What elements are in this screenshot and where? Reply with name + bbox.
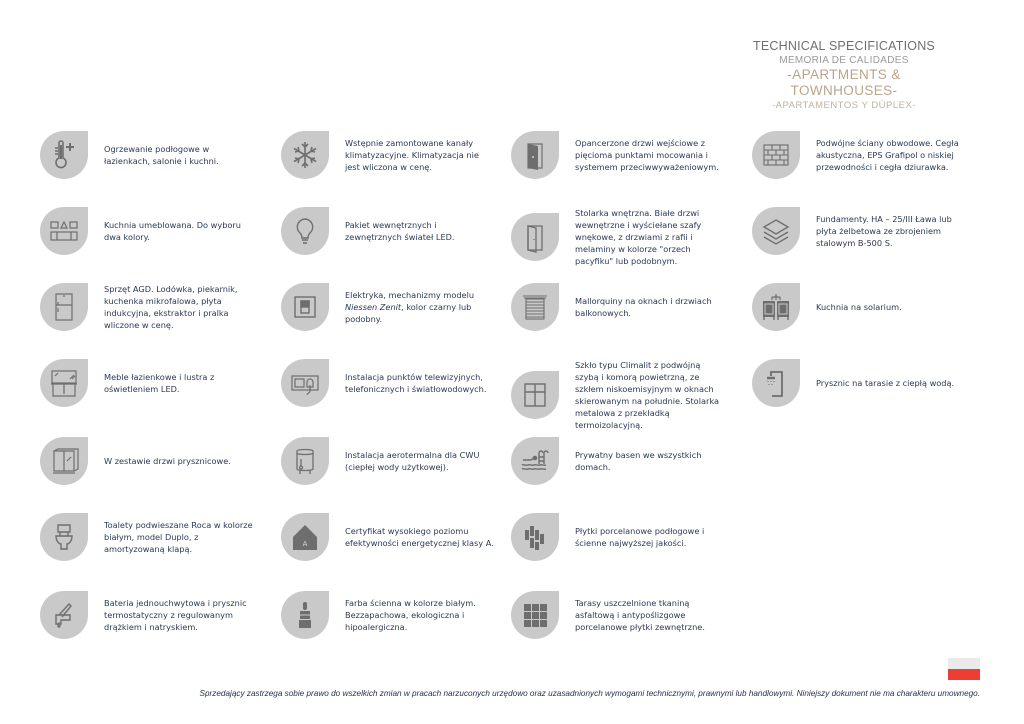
spec-item <box>511 359 725 431</box>
spec-item <box>752 283 966 331</box>
thermometer-plus-icon <box>40 131 88 179</box>
spec-text: Mallorquiny na oknach i drzwiach balkonowych. <box>575 296 712 318</box>
energy-house-icon <box>281 513 329 561</box>
outdoor-kitchen-icon <box>752 283 800 331</box>
fridge-icon <box>40 283 88 331</box>
spec-text: Toalety podwieszane Roca w kolorze białym, model Duplo, z amortyzowaną klapą. <box>104 520 253 554</box>
spec-item <box>511 207 725 267</box>
spec-item <box>281 283 495 331</box>
spec-item <box>511 513 725 561</box>
spec-item <box>752 207 966 255</box>
layers-icon <box>752 207 800 255</box>
spec-text: Instalacja aerotermalna dla CWU (ciepłej wody użytkowej). <box>345 450 480 472</box>
interior-door-icon <box>511 213 559 261</box>
light-bulb-icon <box>281 207 329 255</box>
product-model: Niessen Zenit <box>345 302 402 312</box>
wall-tiles-icon <box>511 513 559 561</box>
disclaimer: Sprzedający zastrzega sobie prawo do wszelkich zmian w pracach narzuconych urzędowo oraz uzasadnionych wymogami technicznymi, prawnymi lub handlowymi. Niniejszy dokument nie ma charakteru umownego. <box>199 689 980 698</box>
header-title: TECHNICAL SPECIFICATIONS <box>753 39 935 53</box>
spec-item <box>40 283 254 331</box>
spec-item <box>511 591 725 639</box>
spec-text: Certyfikat wysokiego poziomu efektywności energetycznej klasy A. <box>345 526 494 548</box>
outdoor-shower-icon <box>752 359 800 407</box>
brick-wall-icon <box>752 131 800 179</box>
spec-text: Pakiet wewnętrznych i zewnętrznych świateł LED. <box>345 220 455 242</box>
spec-item <box>40 591 254 639</box>
spec-item <box>281 437 495 485</box>
spec-item <box>40 513 254 561</box>
spec-item <box>281 131 495 179</box>
spec-item <box>281 591 495 639</box>
spec-text: Sprzęt AGD. Lodówka, piekarnik, kuchenka mikrofalowa, płyta indukcyjna, ekstraktor i pralka wliczone w cenę. <box>104 284 238 330</box>
kitchen-furniture-icon <box>40 207 88 255</box>
poland-flag-icon <box>948 658 980 680</box>
document-header <box>734 39 954 112</box>
spec-item <box>40 207 254 255</box>
spec-text: Podwójne ściany obwodowe. Cegła akustyczna, EPS Grafipol o niskiej przewodności i cegła dziurawka. <box>816 138 959 172</box>
snowflake-icon <box>281 131 329 179</box>
spec-text: Kuchnia na solarium. <box>816 302 902 312</box>
svg-text:A: A <box>302 540 308 548</box>
spec-text: Ogrzewanie podłogowe w łazienkach, salonie i kuchni. <box>104 144 219 166</box>
spec-item <box>40 437 254 485</box>
armored-door-icon <box>511 131 559 179</box>
toilet-icon <box>40 513 88 561</box>
header-category: -APARTMENTS & TOWNHOUSES- <box>787 67 901 98</box>
spec-text: Wstępnie zamontowane kanały klimatyzacyjne. Klimatyzacja nie jest wliczona w cenę. <box>345 138 479 172</box>
spec-item <box>281 359 495 407</box>
spec-item <box>281 207 495 255</box>
spec-item <box>511 131 725 179</box>
water-heater-icon <box>281 437 329 485</box>
spec-text: Prysznic na tarasie z ciepłą wodą. <box>816 378 955 388</box>
spec-item <box>752 131 966 179</box>
spec-item <box>752 359 966 407</box>
spec-item <box>511 437 725 485</box>
paint-brush-icon <box>281 591 329 639</box>
bathroom-cabinet-mirror-icon <box>40 359 88 407</box>
spec-text: Opancerzone drzwi wejściowe z pięcioma punktami mocowania i systemem przeciwwyważeniowym. <box>575 138 719 172</box>
shower-cabin-icon <box>40 437 88 485</box>
spec-text: Instalacja punktów telewizyjnych, telefonicznych i światłowodowych. <box>345 372 487 394</box>
shutter-icon <box>511 283 559 331</box>
tv-socket-icon <box>281 359 329 407</box>
spec-text: Tarasy uszczelnione tkaniną asfaltową i antypoślizgowe porcelanowe płytki zewnętrzne. <box>575 598 705 632</box>
spec-text: W zestawie drzwi prysznicowe. <box>104 456 231 466</box>
spec-item <box>511 283 725 331</box>
spec-text: Elektryka, mechanizmy modelu Niessen Zenit, kolor czarny lub podobny. <box>345 290 475 324</box>
light-switch-icon <box>281 283 329 331</box>
spec-text: Stolarka wnętrzna. Białe drzwi wewnętrzne i wyściełane szafy wnękowe, z drzwiami z rafii i melaminy w kolorze "orzech pacyfiku" lub podobnym. <box>575 208 702 266</box>
spec-text: Szkło typu Climalit z podwójną szybą i komorą powietrzną, ze szkłem niskoemisyjnym w oknach skierowanym na południe. Stolarka metalowa z przekładką termoizolacyjną. <box>575 360 719 430</box>
spec-text: Meble łazienkowe i lustra z oświetleniem LED. <box>104 372 215 394</box>
window-icon <box>511 371 559 419</box>
spec-text: Kuchnia umeblowana. Do wyboru dwa kolory. <box>104 220 241 242</box>
spec-text: Bateria jednouchwytowa i prysznic termostatyczny z regulowanym drążkiem i natryskiem. <box>104 598 247 632</box>
swimming-pool-icon <box>511 437 559 485</box>
spec-item <box>40 359 254 407</box>
spec-text: Farba ścienna w kolorze białym. Bezzapachowa, ekologiczna i hipoalergiczna. <box>345 598 476 632</box>
header-category-es: -APARTAMENTOS Y DÚPLEX- <box>771 100 916 111</box>
faucet-icon <box>40 591 88 639</box>
spec-item <box>40 131 254 179</box>
floor-tiles-icon <box>511 591 559 639</box>
header-subtitle: MEMORIA DE CALIDADES <box>779 55 909 66</box>
spec-text: Płytki porcelanowe podłogowe i ścienne najwyższej jakości. <box>575 526 705 548</box>
spec-text: Prywatny basen we wszystkich domach. <box>575 450 702 472</box>
spec-text: Fundamenty. HA – 25/III Ława lub płyta żelbetowa ze zbrojeniem stalowym B-500 S. <box>816 214 952 248</box>
spec-item <box>281 513 495 561</box>
